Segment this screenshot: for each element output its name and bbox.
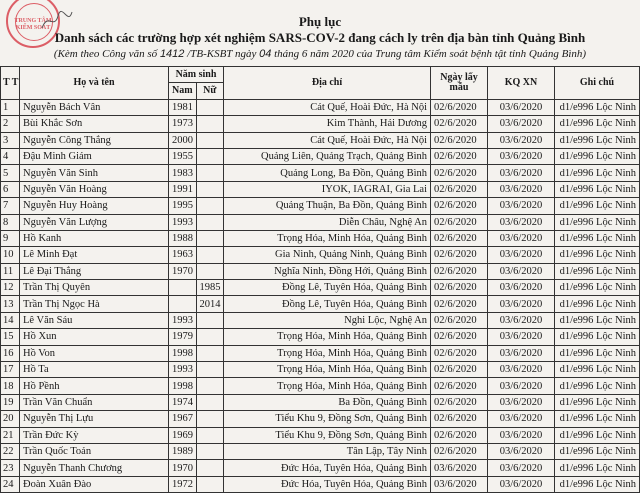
cell-female-year	[196, 263, 224, 279]
cell-female-year	[196, 198, 224, 214]
cell-name: Nguyễn Văn Sinh	[20, 165, 169, 181]
cell-tt: 9	[1, 230, 20, 246]
col-result: KQ XN	[488, 67, 555, 100]
cell-tt: 15	[1, 329, 20, 345]
table-row	[1, 148, 640, 164]
cell-note: d1/e996 Lộc Ninh	[555, 148, 640, 164]
cell-name: Trần Quốc Toản	[20, 443, 169, 459]
cell-result: 03/6/2020	[488, 132, 555, 148]
reference-mid: /TB-KSBT ngày	[184, 48, 260, 60]
cell-sample-date: 02/6/2020	[431, 312, 488, 328]
cell-female-year	[196, 427, 224, 443]
table-row	[1, 460, 640, 476]
table-body	[1, 99, 640, 492]
col-note: Ghi chú	[555, 67, 640, 100]
cell-name: Bùi Khắc Sơn	[20, 116, 169, 132]
cell-tt: 14	[1, 312, 20, 328]
table-row	[1, 247, 640, 263]
cell-female-year	[196, 230, 224, 246]
cell-male-year: 1967	[169, 411, 197, 427]
cell-tt: 18	[1, 378, 20, 394]
cell-result: 03/6/2020	[488, 181, 555, 197]
cell-address: Kim Thành, Hải Dương	[224, 116, 431, 132]
cell-sample-date: 02/6/2020	[431, 443, 488, 459]
cell-result: 03/6/2020	[488, 362, 555, 378]
cell-male-year: 2000	[169, 132, 197, 148]
cell-result: 03/6/2020	[488, 148, 555, 164]
cell-tt: 16	[1, 345, 20, 361]
cell-female-year	[196, 411, 224, 427]
cell-result: 03/6/2020	[488, 263, 555, 279]
table-row	[1, 230, 640, 246]
cell-sample-date: 02/6/2020	[431, 394, 488, 410]
cell-male-year: 1973	[169, 116, 197, 132]
cell-male-year: 1998	[169, 345, 197, 361]
table-row	[1, 312, 640, 328]
col-birth-year: Năm sinh	[169, 67, 224, 83]
cell-male-year: 1981	[169, 99, 197, 115]
cell-address: Đức Hóa, Tuyên Hóa, Quảng Bình	[224, 460, 431, 476]
table-header-row	[1, 67, 640, 83]
cell-sample-date: 02/6/2020	[431, 263, 488, 279]
cell-sample-date: 02/6/2020	[431, 427, 488, 443]
cell-sample-date: 02/6/2020	[431, 116, 488, 132]
cell-address: Nghi Lộc, Nghệ An	[224, 312, 431, 328]
cell-note: d1/e996 Lộc Ninh	[555, 99, 640, 115]
cell-name: Trần Thị Quyên	[20, 280, 169, 296]
cell-note: d1/e996 Lộc Ninh	[555, 280, 640, 296]
cell-tt: 21	[1, 427, 20, 443]
cell-note: d1/e996 Lộc Ninh	[555, 394, 640, 410]
cell-note: d1/e996 Lộc Ninh	[555, 247, 640, 263]
cell-sample-date: 02/6/2020	[431, 148, 488, 164]
cell-male-year: 1970	[169, 460, 197, 476]
table-row	[1, 116, 640, 132]
cell-sample-date: 02/6/2020	[431, 345, 488, 361]
col-male: Nam	[169, 83, 197, 99]
cell-female-year	[196, 181, 224, 197]
cell-name: Hồ Kanh	[20, 230, 169, 246]
cell-note: d1/e996 Lộc Ninh	[555, 198, 640, 214]
cell-result: 03/6/2020	[488, 116, 555, 132]
cell-tt: 3	[1, 132, 20, 148]
cell-address: Gia Ninh, Quảng Ninh, Quảng Bình	[224, 247, 431, 263]
cell-sample-date: 03/6/2020	[431, 476, 488, 492]
cell-female-year	[196, 476, 224, 492]
cell-note: d1/e996 Lộc Ninh	[555, 460, 640, 476]
table-row	[1, 476, 640, 492]
cell-female-year	[196, 116, 224, 132]
cell-sample-date: 02/6/2020	[431, 296, 488, 312]
cell-note: d1/e996 Lộc Ninh	[555, 230, 640, 246]
cell-sample-date: 03/6/2020	[431, 460, 488, 476]
cell-result: 03/6/2020	[488, 476, 555, 492]
cell-result: 03/6/2020	[488, 345, 555, 361]
col-sample-date: Ngày lấy mẫu	[431, 67, 488, 100]
cell-address: Cát Quế, Hoài Đức, Hà Nội	[224, 132, 431, 148]
cell-male-year: 1998	[169, 378, 197, 394]
cell-note: d1/e996 Lộc Ninh	[555, 181, 640, 197]
cell-female-year	[196, 214, 224, 230]
reference-number: 1412	[159, 48, 185, 60]
cell-address: Trọng Hóa, Minh Hóa, Quảng Bình	[224, 378, 431, 394]
cell-sample-date: 02/6/2020	[431, 214, 488, 230]
cell-result: 03/6/2020	[488, 411, 555, 427]
table-row	[1, 181, 640, 197]
cell-sample-date: 02/6/2020	[431, 329, 488, 345]
cell-sample-date: 02/6/2020	[431, 181, 488, 197]
cell-sample-date: 02/6/2020	[431, 280, 488, 296]
cell-tt: 19	[1, 394, 20, 410]
cell-tt: 7	[1, 198, 20, 214]
cell-result: 03/6/2020	[488, 312, 555, 328]
table-row	[1, 411, 640, 427]
cell-name: Nguyễn Thanh Chương	[20, 460, 169, 476]
cell-male-year: 1974	[169, 394, 197, 410]
cell-result: 03/6/2020	[488, 280, 555, 296]
cell-address: Trọng Hóa, Minh Hóa, Quảng Bình	[224, 329, 431, 345]
cell-address: IYOK, IAGRAI, Gia Lai	[224, 181, 431, 197]
cell-tt: 6	[1, 181, 20, 197]
table-row	[1, 443, 640, 459]
cell-name: Lê Văn Sáu	[20, 312, 169, 328]
cell-note: d1/e996 Lộc Ninh	[555, 165, 640, 181]
cell-result: 03/6/2020	[488, 247, 555, 263]
cell-note: d1/e996 Lộc Ninh	[555, 345, 640, 361]
cell-name: Hồ Xun	[20, 329, 169, 345]
cell-result: 03/6/2020	[488, 165, 555, 181]
reference-suffix: tháng 6 năm 2020 của Trung tâm Kiểm soát bệnh tật tỉnh Quảng Bình)	[271, 48, 587, 60]
cell-note: d1/e996 Lộc Ninh	[555, 214, 640, 230]
cell-address: Đồng Lê, Tuyên Hóa, Quảng Bình	[224, 296, 431, 312]
cell-tt: 1	[1, 99, 20, 115]
cell-result: 03/6/2020	[488, 427, 555, 443]
cell-address: Đồng Lê, Tuyên Hóa, Quảng Bình	[224, 280, 431, 296]
cell-sample-date: 02/6/2020	[431, 247, 488, 263]
cell-name: Trần Thị Ngọc Hà	[20, 296, 169, 312]
table-row	[1, 394, 640, 410]
cell-note: d1/e996 Lộc Ninh	[555, 378, 640, 394]
cell-name: Nguyễn Văn Hoàng	[20, 181, 169, 197]
col-name: Họ và tên	[20, 67, 169, 100]
cell-name: Đậu Minh Giám	[20, 148, 169, 164]
stamp-text: TRUNG TÂM KIỂM SOÁT	[14, 18, 52, 31]
cell-note: d1/e996 Lộc Ninh	[555, 476, 640, 492]
cell-note: d1/e996 Lộc Ninh	[555, 443, 640, 459]
page-title: Phụ lục	[298, 14, 342, 29]
cell-male-year: 1993	[169, 362, 197, 378]
cell-sample-date: 02/6/2020	[431, 230, 488, 246]
cell-sample-date: 02/6/2020	[431, 411, 488, 427]
cell-sample-date: 02/6/2020	[431, 132, 488, 148]
reference-day: 04	[259, 48, 272, 60]
cell-female-year: 1985	[196, 280, 224, 296]
cell-female-year	[196, 148, 224, 164]
cell-result: 03/6/2020	[488, 443, 555, 459]
table-row	[1, 329, 640, 345]
cell-female-year	[196, 247, 224, 263]
cell-sample-date: 02/6/2020	[431, 99, 488, 115]
cell-name: Trần Văn Chuẩn	[20, 394, 169, 410]
cell-male-year: 1993	[169, 214, 197, 230]
cell-note: d1/e996 Lộc Ninh	[555, 312, 640, 328]
cell-name: Nguyễn Công Thắng	[20, 132, 169, 148]
cell-tt: 11	[1, 263, 20, 279]
cell-tt: 8	[1, 214, 20, 230]
cell-name: Hồ Pềnh	[20, 378, 169, 394]
cell-note: d1/e996 Lộc Ninh	[555, 263, 640, 279]
cell-male-year: 1970	[169, 263, 197, 279]
quarantine-table	[0, 66, 640, 493]
col-female: Nữ	[196, 83, 224, 99]
cell-sample-date: 02/6/2020	[431, 378, 488, 394]
cell-tt: 10	[1, 247, 20, 263]
cell-female-year	[196, 362, 224, 378]
cell-note: d1/e996 Lộc Ninh	[555, 116, 640, 132]
table-row	[1, 345, 640, 361]
cell-address: Diễn Châu, Nghệ An	[224, 214, 431, 230]
cell-male-year: 1979	[169, 329, 197, 345]
cell-female-year	[196, 460, 224, 476]
cell-tt: 23	[1, 460, 20, 476]
cell-result: 03/6/2020	[488, 394, 555, 410]
cell-tt: 2	[1, 116, 20, 132]
cell-note: d1/e996 Lộc Ninh	[555, 296, 640, 312]
cell-note: d1/e996 Lộc Ninh	[555, 132, 640, 148]
cell-female-year	[196, 329, 224, 345]
document-subtitle: Danh sách các trường hợp xét nghiệm SARS-COV-2 đang cách ly trên địa bàn tỉnh Quảng Bình	[54, 30, 586, 45]
cell-female-year	[196, 394, 224, 410]
cell-sample-date: 02/6/2020	[431, 362, 488, 378]
cell-address: Tiểu Khu 9, Đồng Sơn, Quảng Bình	[224, 411, 431, 427]
cell-tt: 4	[1, 148, 20, 164]
cell-tt: 22	[1, 443, 20, 459]
cell-female-year	[196, 312, 224, 328]
table-row	[1, 263, 640, 279]
cell-female-year	[196, 443, 224, 459]
cell-male-year: 1972	[169, 476, 197, 492]
cell-tt: 20	[1, 411, 20, 427]
cell-name: Hồ Von	[20, 345, 169, 361]
cell-male-year: 1988	[169, 230, 197, 246]
cell-note: d1/e996 Lộc Ninh	[555, 427, 640, 443]
cell-address: Tiểu Khu 9, Đồng Sơn, Quảng Bình	[224, 427, 431, 443]
cell-tt: 5	[1, 165, 20, 181]
cell-result: 03/6/2020	[488, 198, 555, 214]
cell-address: Đức Hóa, Tuyên Hóa, Quảng Bình	[224, 476, 431, 492]
cell-name: Trần Đức Kỳ	[20, 427, 169, 443]
table-row	[1, 165, 640, 181]
table-row	[1, 427, 640, 443]
cell-name: Lê Đại Thắng	[20, 263, 169, 279]
cell-address: Nghĩa Ninh, Đồng Hới, Quảng Bình	[224, 263, 431, 279]
cell-sample-date: 02/6/2020	[431, 198, 488, 214]
col-tt: T T	[1, 67, 20, 100]
cell-result: 03/6/2020	[488, 460, 555, 476]
cell-result: 03/6/2020	[488, 230, 555, 246]
cell-result: 03/6/2020	[488, 99, 555, 115]
cell-name: Hồ Ta	[20, 362, 169, 378]
table-row	[1, 280, 640, 296]
reference-line	[0, 48, 640, 60]
table-row	[1, 296, 640, 312]
cell-note: d1/e996 Lộc Ninh	[555, 362, 640, 378]
cell-male-year: 1989	[169, 443, 197, 459]
table-row	[1, 214, 640, 230]
cell-male-year: 1963	[169, 247, 197, 263]
cell-result: 03/6/2020	[488, 378, 555, 394]
cell-tt: 24	[1, 476, 20, 492]
cell-male-year: 1983	[169, 165, 197, 181]
cell-male-year: 1993	[169, 312, 197, 328]
cell-address: Trọng Hóa, Minh Hóa, Quảng Bình	[224, 230, 431, 246]
cell-name: Nguyễn Thị Lựu	[20, 411, 169, 427]
cell-name: Nguyễn Huy Hoàng	[20, 198, 169, 214]
table-row	[1, 132, 640, 148]
cell-tt: 12	[1, 280, 20, 296]
table-row	[1, 378, 640, 394]
table-row	[1, 99, 640, 115]
cell-address: Quảng Thuận, Ba Đồn, Quảng Bình	[224, 198, 431, 214]
cell-address: Trọng Hóa, Minh Hóa, Quảng Bình	[224, 345, 431, 361]
cell-result: 03/6/2020	[488, 329, 555, 345]
cell-male-year: 1969	[169, 427, 197, 443]
cell-address: Quảng Liên, Quảng Trạch, Quảng Bình	[224, 148, 431, 164]
cell-tt: 13	[1, 296, 20, 312]
cell-female-year	[196, 345, 224, 361]
cell-male-year	[169, 280, 197, 296]
cell-result: 03/6/2020	[488, 296, 555, 312]
cell-female-year	[196, 99, 224, 115]
cell-address: Ba Đồn, Quảng Bình	[224, 394, 431, 410]
cell-address: Tân Lập, Tây Ninh	[224, 443, 431, 459]
cell-female-year	[196, 132, 224, 148]
cell-male-year	[169, 296, 197, 312]
cell-female-year	[196, 165, 224, 181]
cell-female-year: 2014	[196, 296, 224, 312]
reference-prefix: (Kèm theo Công văn số	[53, 48, 160, 60]
table-row	[1, 198, 640, 214]
cell-female-year	[196, 378, 224, 394]
cell-note: d1/e996 Lộc Ninh	[555, 411, 640, 427]
cell-address: Cát Quế, Hoài Đức, Hà Nội	[224, 99, 431, 115]
cell-name: Lê Minh Đạt	[20, 247, 169, 263]
cell-tt: 17	[1, 362, 20, 378]
cell-name: Đoàn Xuân Đào	[20, 476, 169, 492]
cell-male-year: 1991	[169, 181, 197, 197]
cell-name: Nguyễn Bách Vân	[20, 99, 169, 115]
cell-address: Trọng Hóa, Minh Hóa, Quảng Bình	[224, 362, 431, 378]
cell-name: Nguyễn Văn Lượng	[20, 214, 169, 230]
cell-male-year: 1995	[169, 198, 197, 214]
cell-sample-date: 02/6/2020	[431, 165, 488, 181]
col-address: Địa chỉ	[224, 67, 431, 100]
cell-result: 03/6/2020	[488, 214, 555, 230]
cell-note: d1/e996 Lộc Ninh	[555, 329, 640, 345]
cell-male-year: 1955	[169, 148, 197, 164]
cell-address: Quảng Long, Ba Đồn, Quảng Bình	[224, 165, 431, 181]
table-row	[1, 362, 640, 378]
